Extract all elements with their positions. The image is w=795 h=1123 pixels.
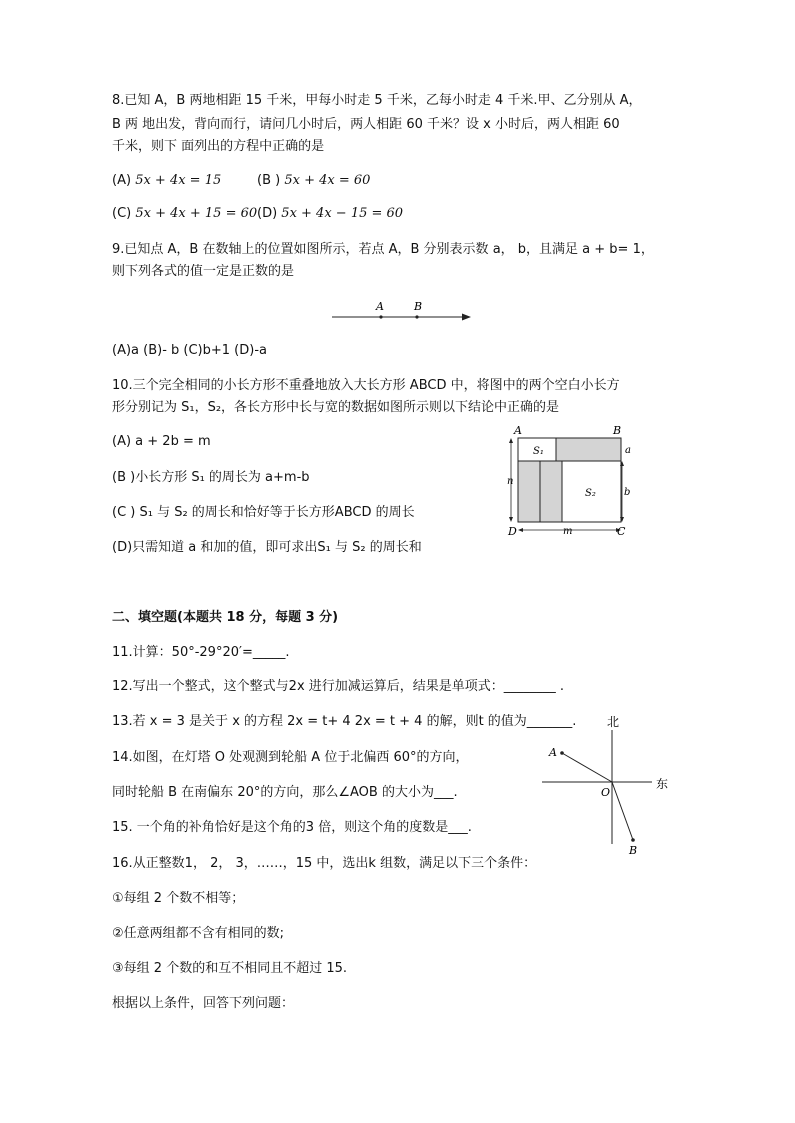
label-corner-a: A <box>514 424 522 437</box>
q8-line-3: 千米，则下 面列出的方程中正确的是 <box>112 139 325 154</box>
q10-option-c: (C ) S₁ 与 S₂ 的周长和恰好等于长方形ABCD 的周长 <box>112 505 415 520</box>
label-a: A <box>376 300 384 313</box>
section-2-title: 二、填空题(本题共 18 分，每题 3 分) <box>112 610 339 625</box>
q8-option-d <box>257 205 403 223</box>
compass-figure <box>538 712 678 857</box>
label-o: O <box>601 786 611 799</box>
q8-line-1: 8.已知 A，B 两地相距 15 千米，甲每小时走 5 千米，乙每小时走 4 千米.甲、乙分别从 A， <box>112 93 642 108</box>
dim-m-arrow-left <box>518 528 523 532</box>
label-dim-m: m <box>563 526 573 537</box>
point-b <box>631 838 635 842</box>
label-s1: S₁ <box>533 446 544 457</box>
q16-condition-2: ②任意两组都不含有相同的数; <box>112 926 285 941</box>
q8-line-2: B 两 地出发，背向而行，请问几小时后，两人相距 60 千米？设 x 小时后，两人相距 60 <box>112 117 620 132</box>
label-east: 东 <box>656 777 669 791</box>
ray-oa <box>562 753 612 782</box>
label-dim-b: b <box>624 487 631 498</box>
q12-line: 12.写出一个整式，这个整式与2x 进行加减运算后，结果是单项式：________ . <box>112 679 565 694</box>
q13-line: 13.若 x = 3 是关于 x 的方程 2x = t+ 4 2x = t + 4 的解，则t 的值为_______. <box>112 714 577 729</box>
dim-n-arrow-top <box>509 438 513 443</box>
label-b: B <box>414 300 423 313</box>
point-a <box>560 751 564 755</box>
q8-option-c-expr: 5x + 4x + 15 = 60 <box>135 206 258 221</box>
q15-line: 15. 一个角的补角恰好是这个角的3 倍，则这个角的度数是___. <box>112 820 472 835</box>
small-rect-left-2 <box>540 461 562 522</box>
q8-option-a-label: (A) <box>112 173 132 188</box>
label-corner-d: D <box>508 525 517 538</box>
label-corner-c: C <box>617 525 626 538</box>
rectangle-abcd-figure <box>500 422 640 542</box>
q8-option-a <box>112 172 221 190</box>
q8-option-c-label: (C) <box>112 206 132 221</box>
number-line-arrow <box>462 314 471 321</box>
label-s2: S₂ <box>585 488 596 499</box>
label-dim-n: n <box>507 476 514 487</box>
point-a <box>379 315 382 318</box>
q14-line-2: 同时轮船 B 在南偏东 20°的方向，那么∠AOB 的大小为___. <box>112 785 458 800</box>
label-b: B <box>629 844 638 857</box>
label-dim-a: a <box>625 445 631 456</box>
number-line-figure <box>325 296 480 326</box>
q11-line: 11.计算：50°-29°20′=_____. <box>112 645 290 660</box>
q16-line-2: 根据以上条件，回答下列问题： <box>112 996 295 1011</box>
label-corner-b: B <box>613 424 622 437</box>
q10-option-d: (D)只需知道 a 和加的值，即可求出S₁ 与 S₂ 的周长和 <box>112 540 422 555</box>
q14-line-1: 14.如图，在灯塔 O 处观测到轮船 A 位于北偏西 60°的方向， <box>112 750 469 765</box>
q8-option-b <box>257 172 370 190</box>
q8-option-b-expr: 5x + 4x = 60 <box>284 173 371 188</box>
q8-option-d-label: (D) <box>257 206 278 221</box>
label-north: 北 <box>607 715 620 729</box>
q10-option-b: (B )小长方形 S₁ 的周长为 a+m-b <box>112 470 310 485</box>
q9-line-2: 则下列各式的值一定是正数的是 <box>112 264 295 279</box>
q9-line-1: 9.已知点 A，B 在数轴上的位置如图所示，若点 A，B 分别表示数 a， b，且满足 a + b= 1， <box>112 242 654 257</box>
ray-ob <box>612 782 633 840</box>
q10-option-a: (A) a + 2b = m <box>112 434 211 449</box>
q8-option-c <box>112 205 257 223</box>
q16-condition-3: ③每组 2 个数的和互不相同且不超过 15. <box>112 961 347 976</box>
q10-line-2: 形分别记为 S₁，S₂，各长方形中长与宽的数据如图所示则以下结论中正确的是 <box>112 400 560 415</box>
small-rect-left-1 <box>518 461 540 522</box>
q8-option-d-expr: 5x + 4x − 15 = 60 <box>281 206 404 221</box>
q9-options: (A)a (B)- b (C)b+1 (D)-a <box>112 343 267 358</box>
q16-line-1: 16.从正整数1， 2， 3，……，15 中，选出k 组数，满足以下三个条件： <box>112 856 537 871</box>
dim-n-arrow-bottom <box>509 517 513 522</box>
q8-option-b-label: (B ) <box>257 173 281 188</box>
q8-option-a-expr: 5x + 4x = 15 <box>135 173 222 188</box>
small-rect-top <box>556 438 621 461</box>
q10-line-1: 10.三个完全相同的小长方形不重叠地放入大长方形 ABCD 中，将图中的两个空白小长方 <box>112 378 620 393</box>
label-a: A <box>549 746 557 759</box>
q16-condition-1: ①每组 2 个数不相等； <box>112 891 245 906</box>
point-b <box>415 315 418 318</box>
